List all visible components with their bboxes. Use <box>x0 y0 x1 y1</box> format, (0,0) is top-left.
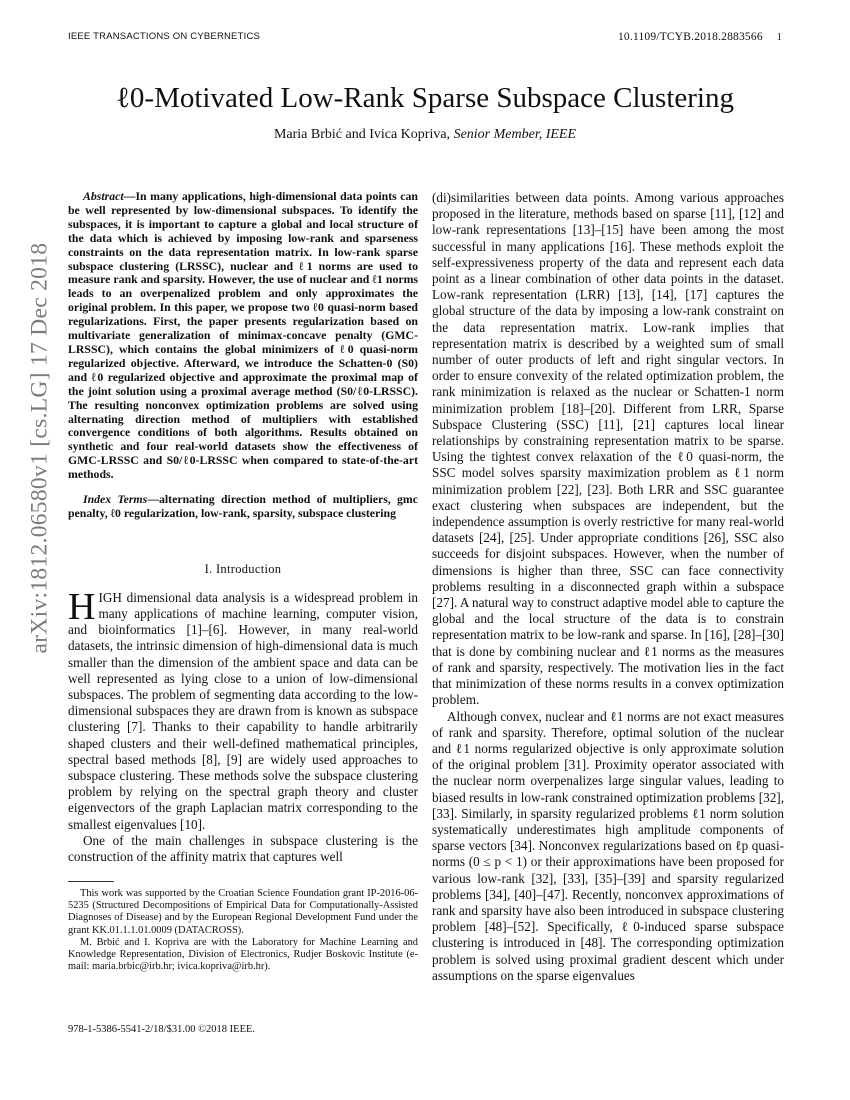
right-column <box>432 190 784 984</box>
arxiv-watermark: arXiv:1812.06580v1 [cs.LG] 17 Dec 2018 <box>26 242 53 654</box>
footnote-funding: This work was supported by the Croatian Science Foundation grant IP-2016-06-5235 (Structured Decompositions of Empirical Data for Computationally-Assisted Diagnoses of Disease) and by the European Regional Development Fund under the grant KK.01.1.1.01.0009 (DATACROSS). <box>68 888 418 936</box>
author-names: Maria Brbić and Ivica Kopriva, <box>273 127 454 142</box>
footnote-affiliation: M. Brbić and I. Kopriva are with the Laboratory for Machine Learning and Knowledge Representation, Division of Electronics, Rudjer Boskovic Institute (e-mail: maria.brbic@irb.hr; ivica.kopriva@irb.hr). <box>68 936 418 972</box>
page-number: 1 <box>776 32 782 43</box>
intro-p1-text: IGH dimensional data analysis is a widespread problem in many applications of machine learning, computer vision, and bioinformatics [1]–[6]. However, in many real-world datasets, the intrinsic dimension of high-dimensional data is much smaller than the dimension of the ambient space and data can be well represented as lying close to a union of low-dimensional subspaces. The problem of segmenting data according to the low-dimensional subspaces they are drawn from is known as subspace clustering [7]. Thanks to their capability to handle arbitrarily shaped clusters and their well-defined mathematical principles, spectral based methods [8], [9] are widely used approaches to subspace clustering. These methods solve the subspace clustering problem by relying on the spectral graph theory and cluster eigenvectors of the graph Laplacian matrix corresponding to the smallest eigenvalues [10]. <box>68 589 418 832</box>
index-terms <box>68 493 418 521</box>
left-column <box>68 190 418 973</box>
abstract-label: Abstract <box>83 189 124 203</box>
intro-paragraph-2: One of the main challenges in subspace clustering is the construction of the affinity matrix that captures well <box>68 832 418 865</box>
right-paragraph-1: (di)similarities between data points. Among various approaches proposed in the literature, methods based on sparse [11], [12] and low-rank representations [13]–[15] have been among the most successful in many applications [16]. These methods exploit the self-expressiveness property of the data and represent each data point as a linear combination of other data points in the dataset. Low-rank representation (LRR) [13], [14], [17] captures the global structure of the data by imposing a low-rank constraint on the data representation matrix. Low-rank implies that representation matrix is described by a weighted sum of small number of outer products of left and right singular vectors. In order to ensure convexity of the related optimization problem, the rank minimization is relaxed as the nuclear or Schatten-1 norm minimization problem [18]–[20]. Different from LRR, Sparse Subspace Clustering (SSC) [11], [21] captures local linear relationships by constraining representation matrix to be sparse. Using the tightest convex relaxation of the ℓ0 quasi-norm, the SSC model solves sparsity maximization problem as ℓ1 norm minimization problem [22], [23]. Both LRR and SSC guarantee exact clustering when subspaces are independent, but the independence assumption is overly restrictive for many real-world datasets [24], [25]. Under appropriate conditions [26], SSC also succeeds for disjoint subspaces. However, when the number of dimensions is higher than three, SSC can face connectivity problems resulting in a disconnected graph within a subspace [27]. A natural way to construct adaptive model able to capture the global and the local structure of the data is to constrain representation matrix to be low-rank and sparse. In [16], [28]–[30] that is done by combining nuclear and ℓ1 norms as the measures of rank and sparsity, respectively. The motivation lies in the fact that minimization of these norms results in a convex optimization problem. <box>432 190 784 708</box>
journal-header: IEEE TRANSACTIONS ON CYBERNETICS <box>68 31 261 42</box>
author-role: Senior Member, IEEE <box>453 127 577 142</box>
abstract <box>68 190 418 482</box>
paper-title: ℓ0-Motivated Low-Rank Sparse Subspace Clustering <box>116 82 734 114</box>
doi-header <box>618 31 782 43</box>
author-line <box>0 127 850 143</box>
index-terms-label: Index Terms <box>83 492 148 507</box>
footnote-rule <box>68 881 114 882</box>
index-terms-text: —alternating direction method of multipliers, gmc penalty, ℓ0 regularization, low-rank, sparsity, subspace clustering <box>68 492 418 520</box>
drop-cap: H <box>68 585 96 628</box>
doi-text: 10.1109/TCYB.2018.2883566 <box>617 31 763 43</box>
abstract-text: —In many applications, high-dimensional data points can be well represented by low-dimensional subspaces. To identify the subspaces, it is important to capture a global and local structure of the data which is achieved by imposing low-rank and sparseness constraints on the data representation matrix. In low-rank sparse subspace clustering (LRSSC), nuclear and ℓ1 norms are used to measure rank and sparsity. However, the use of nuclear and ℓ1 norms leads to an overpenalized problem and only approximates the original problem. In this paper, we propose two ℓ0 quasi-norm based regularizations. First, the paper presents regularization based on multivariate generalization of minimax-concave penalty (GMC-LRSSC), which contains the global minimizers of ℓ0 quasi-norm regularized objective. Afterward, we introduce the Schatten-0 (S0) and ℓ0 regularized objective and approximate the proximal map of the joint solution using a proximal average method (S0/ℓ0-LRSSC). The resulting nonconvex optimization problems are solved using alternating direction method of multipliers with established convergence conditions of both algorithms. Results obtained on synthetic and four real-world datasets show the effectiveness of GMC-LRSSC and S0/ℓ0-LRSSC when compared to state-of-the-art methods. <box>68 189 418 482</box>
right-paragraph-2: Although convex, nuclear and ℓ1 norms are not exact measures of rank and sparsity. Therefore, optimal solution of the nuclear and ℓ1 norms regularized objective is only approximate solution of the original problem [31]. Proximity operator associated with the nuclear norm overpenalizes large singular values, leading to biased results in low-rank constrained optimization problems [32], [33]. Similarly, in sparsity regularized problems ℓ1 norm solution systematically underestimates high amplitude components of sparse vectors [34]. Nonconvex regularizations based on ℓp quasi-norms (0 ≤ p < 1) or their approximations have been proposed for various low-rank [32], [33], [35]–[39] and sparsity regularized problems [34], [40]–[47]. Recently, nonconvex approximations of rank and sparsity have also been introduced in subspace clustering problem [48]–[52]. Specifically, ℓ0-induced sparse subspace clustering is introduced in [48]. The corresponding optimization problem is solved using proximal gradient descent which under assumptions on the sparse eigenvalues <box>432 708 784 983</box>
copyright-line: 978-1-5386-5541-2/18/$31.00 ©2018 IEEE. <box>68 1024 256 1035</box>
section-heading: I. Introduction <box>204 561 282 576</box>
intro-paragraph-1 <box>68 585 418 833</box>
